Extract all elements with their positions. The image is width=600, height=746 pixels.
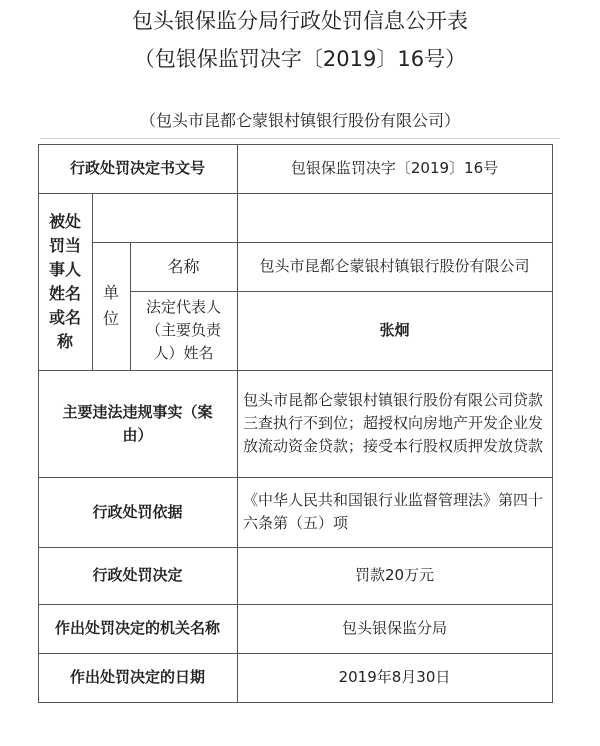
authority-value: 包头银保监分局 [341, 619, 447, 637]
separator-line [40, 138, 560, 139]
page-title: 包头银保监分局行政处罚信息公开表 [132, 9, 468, 33]
decision-no-value: 包银保监罚决字〔2019〕16号 [290, 159, 499, 177]
basis-value: 《中华人民共和国银行业监督管理法》第四十六条第（五）项 [243, 491, 544, 532]
name-label: 名称 [167, 257, 200, 276]
entity-label: 单 位 [102, 283, 119, 328]
party-label: 被处 罚当 事人 姓名 或名 称 [48, 211, 81, 351]
facts-label: 主要违法违规事实（案由） [62, 402, 213, 444]
date-value: 2019年8月30日 [338, 668, 451, 686]
issuer-name: （包头市昆都仑蒙银村镇银行股份有限公司） [139, 111, 460, 130]
document-number-subtitle: （包银保监罚决字〔2019〕16号） [133, 47, 467, 71]
facts-value: 包头市昆都仑蒙银村镇银行股份有限公司贷款三查执行不到位；超授权向房地产开发企业发放流动资金贷款；接受本行股权质押发放贷款 [243, 391, 544, 455]
empty-cell [237, 193, 552, 242]
name-value: 包头市昆都仑蒙银村镇银行股份有限公司 [259, 257, 530, 275]
empty-cell [92, 193, 237, 242]
basis-label: 行政处罚依据 [92, 502, 183, 521]
decision-no-label: 行政处罚决定书文号 [69, 159, 205, 177]
rep-label: 法定代表人（主要负责人）姓名 [145, 298, 221, 362]
decision-value: 罚款20万元 [354, 566, 435, 584]
rep-value: 张炯 [379, 321, 410, 339]
authority-label: 作出处罚决定的机关名称 [54, 619, 220, 637]
date-label: 作出处罚决定的日期 [69, 668, 205, 686]
decision-label: 行政处罚决定 [92, 566, 183, 584]
